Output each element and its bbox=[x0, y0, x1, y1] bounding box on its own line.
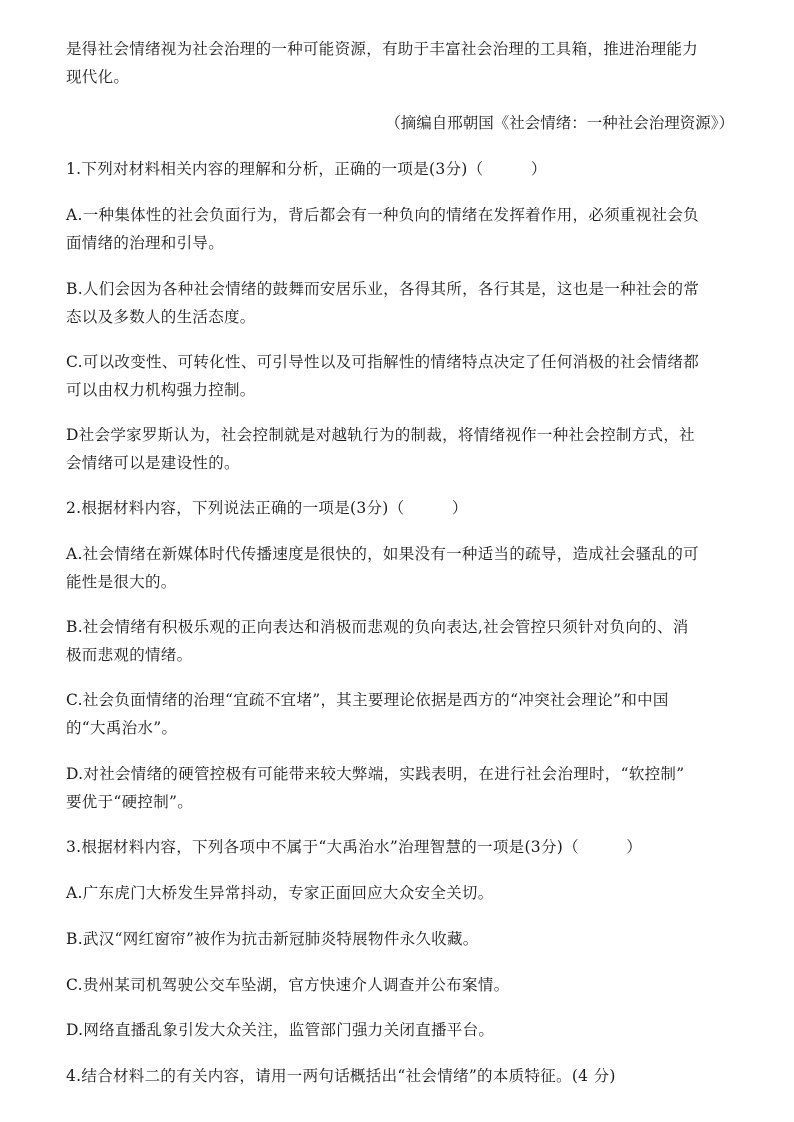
q3-option-b: B.武汉“网红窗帘”被作为抗击新冠肺炎特展物件永久收藏。 bbox=[66, 930, 479, 948]
question-3-stem: 3.根据材料内容，下列各项中不属于“大禹治水”治理智慧的一项是(3分)（ ） bbox=[66, 838, 643, 856]
q2-option-d-line2: 要优于“硬控制”。 bbox=[66, 793, 194, 811]
intro-line-2: 现代化。 bbox=[66, 68, 130, 86]
q1-option-d-line2: 会情绪可以是建设性的。 bbox=[66, 454, 240, 472]
q1-option-b-line2: 态以及多数人的生活态度。 bbox=[66, 308, 256, 326]
question-2-stem: 2.根据材料内容，下列说法正确的一项是(3分)（ ） bbox=[66, 499, 468, 517]
q1-option-a-line1: A.一种集体性的社会负面行为，背后都会有一种负向的情绪在发挥着作用，必须重视社会负 bbox=[66, 206, 699, 224]
q2-option-c-line2: 的“大禹治水”。 bbox=[66, 719, 178, 737]
q1-option-b-line1: B.人们会因为各种社会情绪的鼓舞而安居乐业，各得其所，各行其是，这也是一种社会的常 bbox=[66, 280, 700, 298]
q3-option-d: D.网络直播乱象引发大众关注，监管部门强力关闭直播平台。 bbox=[66, 1021, 495, 1039]
q2-option-a-line1: A.社会情绪在新媒体时代传播速度是很快的，如果没有一种适当的疏导，造成社会骚乱的可 bbox=[66, 545, 699, 563]
q1-option-a-line2: 面情绪的治理和引导。 bbox=[66, 234, 225, 252]
q1-option-d-line1: D社会学家罗斯认为，社会控制就是对越轨行为的制裁，将情绪视作一种社会控制方式，社 bbox=[66, 426, 695, 444]
q2-option-c-line1: C.社会负面情绪的治理“宜疏不宜堵”，其主要理论依据是西方的“冲突社会理论”和中国 bbox=[66, 691, 669, 709]
q3-option-a: A.广东虎门大桥发生异常抖动，专家正面回应大众安全关切。 bbox=[66, 884, 494, 902]
q2-option-a-line2: 能性是很大的。 bbox=[66, 573, 177, 591]
source-citation: （摘编自邢朝国《社会情绪：一种社会治理资源》） bbox=[385, 114, 734, 132]
question-4-stem: 4.结合材料二的有关内容，请用一两句话概括出“社会情绪”的本质特征。(4 分) bbox=[66, 1067, 616, 1085]
intro-line-1: 是得社会情绪视为社会治理的一种可能资源，有助于丰富社会治理的工具箱，推进治理能力 bbox=[66, 40, 699, 58]
q2-option-b-line1: B.社会情绪有积极乐观的正向表达和消极而悲观的负向表达,社会管控只须针对负向的、消 bbox=[66, 618, 689, 636]
q2-option-b-line2: 极而悲观的情绪。 bbox=[66, 646, 193, 664]
q1-option-c-line2: 可以由权力机构强力控制。 bbox=[66, 381, 256, 399]
q3-option-c: C.贵州某司机驾驶公交车坠湖，官方快速介人调查并公布案情。 bbox=[66, 976, 510, 994]
question-1-stem: 1.下列对材料相关内容的理解和分析，正确的一项是(3分)（ ） bbox=[66, 160, 547, 178]
q2-option-d-line1: D.对社会情绪的硬管控极有可能带来较大弊端，实践表明，在进行社会治理时，“软控制” bbox=[66, 765, 685, 783]
q1-option-c-line1: C.可以改变性、可转化性、可引导性以及可指解性的情绪特点决定了任何消极的社会情绪都 bbox=[66, 353, 700, 371]
